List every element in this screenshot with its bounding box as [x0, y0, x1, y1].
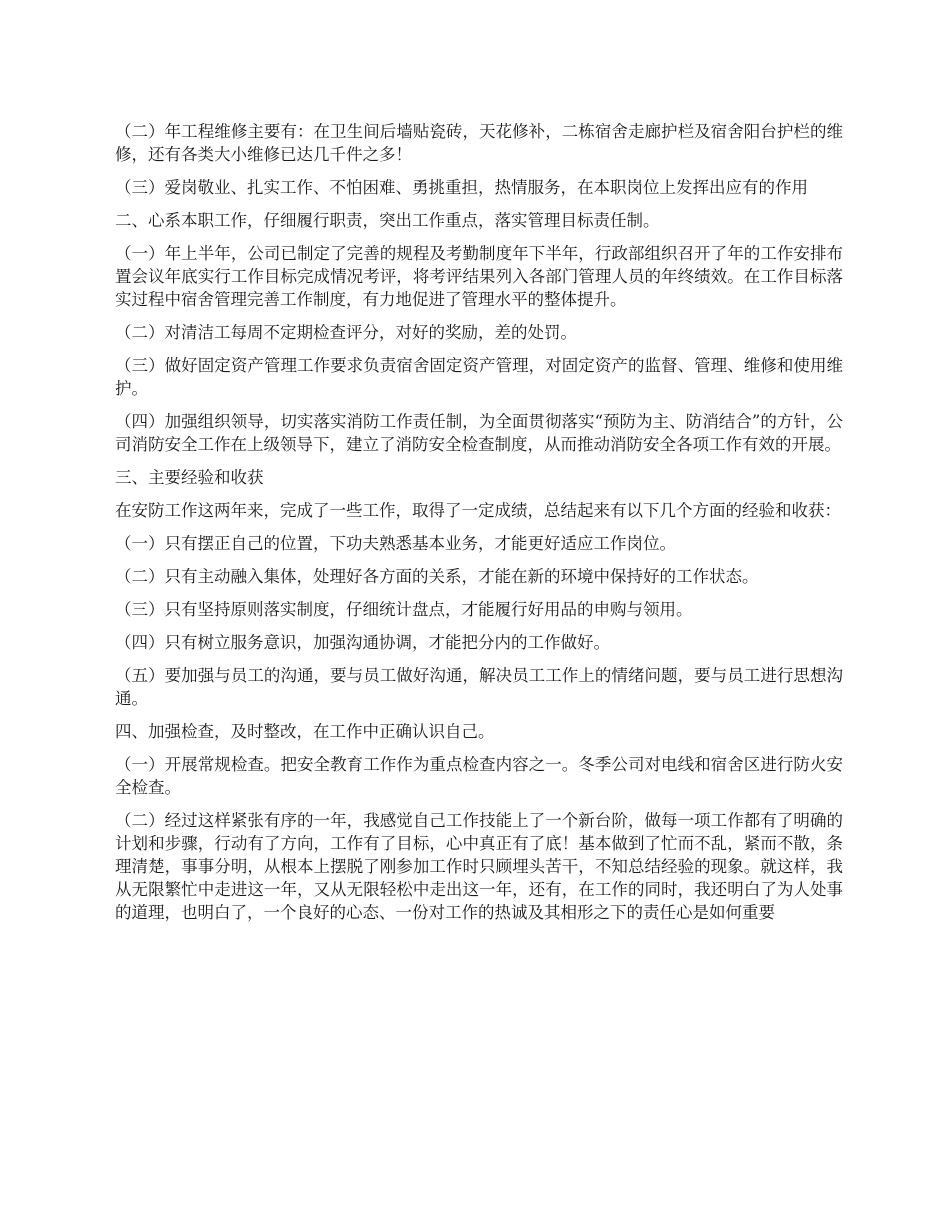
paragraph: （三）爱岗敬业、扎实工作、不怕困难、勇挑重担，热情服务，在本职岗位上发挥出应有的作用	[115, 178, 808, 197]
paragraph: （三）只有坚持原则落实制度，仔细统计盘点，才能履行好用品的申购与领用。	[115, 600, 693, 619]
paragraph: （一）只有摆正自己的位置，下功夫熟悉基本业务，才能更好适应工作岗位。	[115, 534, 676, 553]
section-heading: 三、主要经验和收获	[115, 468, 264, 487]
paragraph: （二）只有主动融入集体，处理好各方面的关系，才能在新的环境中保持好的工作状态。	[115, 567, 759, 586]
paragraph: （二）经过这样紧张有序的一年，我感觉自己工作技能上了一个新台阶，做每一项工作都有了明确的计划和步骤，行动有了方向，工作有了目标，心中真正有了底！基本做到了忙而不乱，紧而不散，条理清楚，事事分明，从根本上摆脱了刚参加工作时只顾埋头苦干，不知总结经验的现象。就这样，我从无限繁忙中走进这一年，又从无限轻松中走出这一年，还有，在工作的同时，我还明白了为人处事的道理，也明白了，一个良好的心态、一份对工作的热诚及其相形之下的责任心是如何重要	[115, 811, 843, 922]
section-heading: 四、加强检查，及时整改，在工作中正确认识自己。	[115, 722, 495, 741]
paragraph: （四）加强组织领导，切实落实消防工作责任制，为全面贯彻落实“预防为主、防消结合”的方针，公司消防安全工作在上级领导下，建立了消防安全检查制度，从而推动消防安全各项工作有效的开展。	[115, 412, 843, 454]
paragraph: 在安防工作这两年来，完成了一些工作，取得了一定成绩，总结起来有以下几个方面的经验和收获：	[115, 501, 841, 520]
paragraph: （二）对清洁工每周不定期检查评分，对好的奖励，差的处罚。	[115, 323, 577, 342]
paragraph: （五）要加强与员工的沟通，要与员工做好沟通，解决员工工作上的情绪问题，要与员工进行思想沟通。	[115, 666, 843, 708]
section-heading: 二、心系本职工作，仔细履行职责，突出工作重点，落实管理目标责任制。	[115, 211, 660, 230]
paragraph: （二）年工程维修主要有：在卫生间后墙贴瓷砖，天花修补，二栋宿舍走廊护栏及宿舍阳台护栏的维修，还有各类大小维修已达几千件之多！	[115, 122, 843, 164]
paragraph: （四）只有树立服务意识，加强沟通协调，才能把分内的工作做好。	[115, 633, 610, 652]
paragraph: （一）开展常规检查。把安全教育工作作为重点检查内容之一。冬季公司对电线和宿舍区进行防火安全检查。	[115, 755, 843, 797]
document-body	[115, 120, 843, 934]
paragraph: （一）年上半年，公司已制定了完善的规程及考勤制度年下半年，行政部组织召开了年的工作安排布置会议年底实行工作目标完成情况考评，将考评结果列入各部门管理人员的年终绩效。在工作目标落实过程中宿舍管理完善工作制度，有力地促进了管理水平的整体提升。	[115, 244, 843, 309]
paragraph: （三）做好固定资产管理工作要求负责宿舍固定资产管理，对固定资产的监督、管理、维修和使用维护。	[115, 356, 843, 398]
